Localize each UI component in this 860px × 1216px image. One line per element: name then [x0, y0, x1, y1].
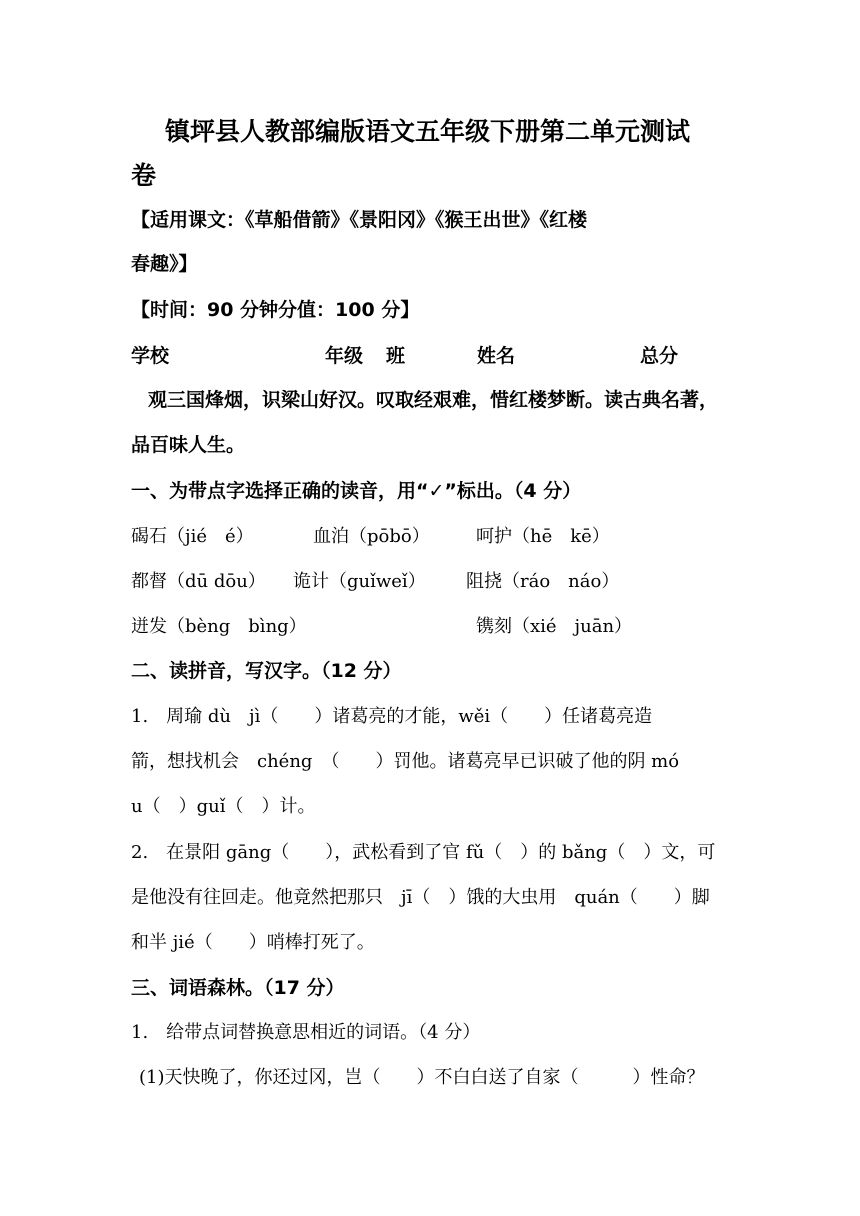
page-title: 镇坪县人教部编版语文五年级下册第二单元测试 — [165, 117, 691, 146]
pinyin-choice-item: 血泊（pōbō） — [313, 526, 430, 547]
time-score: 【时间：90 分钟分值：100 分】 — [131, 299, 420, 321]
total-score-label: 总分 — [640, 345, 679, 367]
intro-text-continued: 品百味人生。 — [131, 434, 246, 456]
pinyin-choice-item: 阻挠（ráo náo） — [466, 571, 620, 592]
section1-heading: 一、为带点字选择正确的读音，用“✓”标出。（4 分） — [131, 480, 582, 502]
name-label: 姓名 — [477, 345, 516, 367]
question-2-2-continued: 和半 jié（ ）哨棒打死了。 — [131, 932, 375, 953]
pinyin-choice-item: 碣石（jié é） — [131, 526, 254, 547]
pinyin-choice-item: 诡计（guǐweǐ） — [293, 571, 426, 592]
intro-text: 观三国烽烟，识梁山好汉。叹取经艰难，惜红楼梦断。读古典名著， — [148, 389, 719, 411]
pinyin-choice-item: 都督（dū dōu） — [131, 571, 266, 592]
question-2-1-continued: 箭，想找机会 chéng （ ）罚他。诸葛亮早已识破了他的阴 mó — [131, 751, 680, 772]
pinyin-choice-item: 迸发（bèng bìng） — [131, 616, 307, 637]
question-2-2-continued: 是他没有往回走。他竟然把那只 jī（ ）饿的大虫用 quán（ ）脚 — [131, 887, 710, 908]
applicable-lessons: 【适用课文：《草船借箭》《景阳冈》《猴王出世》《红楼 — [131, 209, 588, 231]
question-2-1-continued: u（ ）guǐ（ ）计。 — [131, 796, 316, 817]
pinyin-choice-item: 镌刻（xié juān） — [476, 616, 633, 637]
pinyin-choice-item: 呵护（hē kē） — [476, 526, 610, 547]
grade-label: 年级 — [325, 345, 364, 367]
section2-heading: 二、读拼音，写汉字。（12 分） — [131, 660, 402, 682]
section3-heading: 三、词语森林。（17 分） — [131, 977, 345, 999]
question-3-1: 1. 给带点词替换意思相近的词语。（4 分） — [131, 1022, 481, 1043]
question-2-1: 1. 周瑜 dù jì（ ）诸葛亮的才能，wěi（ ）任诸葛亮造 — [131, 706, 653, 727]
class-label: 班 — [386, 345, 406, 367]
question-3-1-item: (1)天快晚了，你还过冈，岂（ ）不白白送了自家（ ）性命？ — [139, 1067, 705, 1088]
question-2-2: 2. 在景阳 gāng（ ），武松看到了官 fǔ（ ）的 bǎng（ ）文，可 — [131, 842, 716, 863]
applicable-lessons-continued: 春趣》】 — [131, 253, 198, 275]
page-title-continued: 卷 — [131, 161, 157, 190]
school-label: 学校 — [131, 345, 170, 367]
